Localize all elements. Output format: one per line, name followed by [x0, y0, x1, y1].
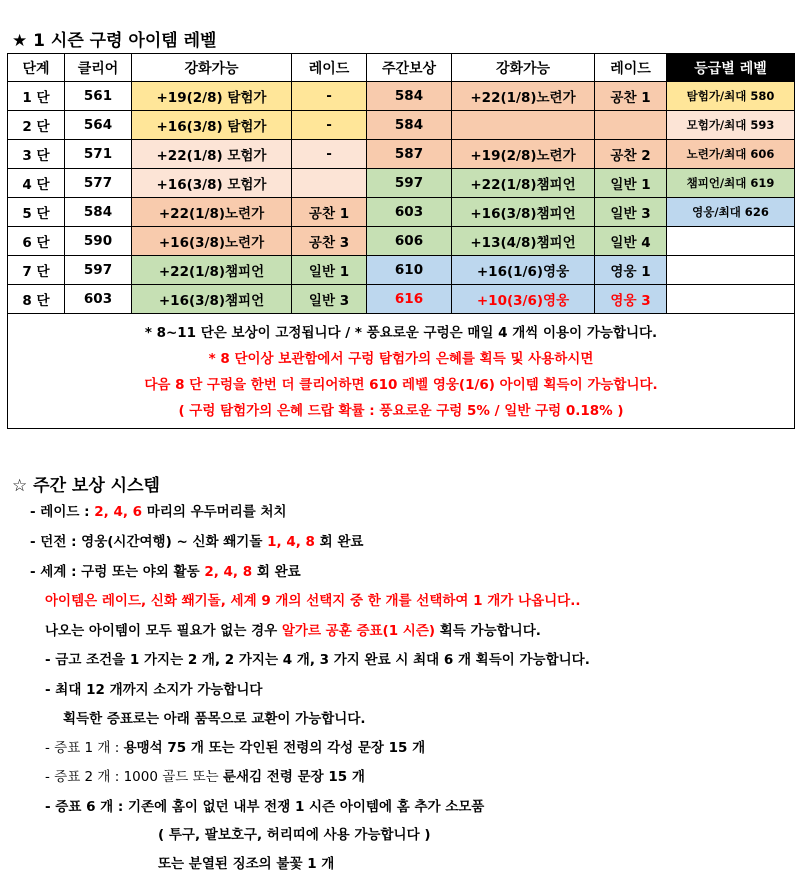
note-line: 다음 8 단 구렁을 한번 더 클리어하면 610 레벨 영웅(1/6) 아이템 획득이 가능합니다. [144, 377, 658, 393]
header-clear: 클리어 [65, 54, 132, 82]
exchange-6-note: ( 투구, 팔보호구, 허리띠에 사용 가능합니다 ) [158, 827, 431, 843]
world-desc: 회 완료 [252, 564, 301, 580]
max-hold-line: - 최대 12 개까지 소지가 가능합니다 [45, 682, 263, 698]
weekly-cell: 603 [367, 198, 452, 227]
weekly-upgrade-cell [452, 111, 595, 140]
exchange-6-alt: 또는 분열된 징조의 불꽃 1 개 [158, 856, 335, 872]
raid-cell [292, 169, 367, 198]
tier-cell [667, 256, 795, 285]
weekly-cell: 597 [367, 169, 452, 198]
weekly-cell: 584 [367, 82, 452, 111]
table-row [8, 256, 795, 285]
weekly-upgrade-cell: +22(1/8)노련가 [452, 82, 595, 111]
table-row [8, 140, 795, 169]
weekly-upgrade-cell: +19(2/8)노련가 [452, 140, 595, 169]
dungeon-desc: 회 완료 [314, 534, 364, 550]
header-weekly-upgrade: 강화가능 [452, 54, 595, 82]
raid-cell: 일반 1 [292, 256, 367, 285]
raid-desc: 마리의 우두머리를 처치 [142, 504, 287, 520]
token-suffix: 획득 가능합니다. [435, 623, 541, 639]
upgrade-cell: +22(1/8)챔피언 [132, 256, 292, 285]
weekly-upgrade-cell: +10(3/6)영웅 [452, 285, 595, 314]
token-rule-line: - 금고 조건을 1 가지는 2 개, 2 가지는 4 개, 3 가지 완료 시 최대 6 개 획득이 가능합니다. [45, 652, 590, 668]
tier-cell: 모험가/최대 593 [667, 111, 795, 140]
stage-cell: 5 단 [8, 198, 65, 227]
stage-cell: 2 단 [8, 111, 65, 140]
weekly-reward-title: ☆ 주간 보상 시스템 [12, 476, 160, 496]
weekly-cell: 584 [367, 111, 452, 140]
exchange-1-label: - 증표 1 개 : [45, 740, 124, 756]
upgrade-cell: +16(3/8)챔피언 [132, 285, 292, 314]
table-row [8, 198, 795, 227]
weekly-cell: 587 [367, 140, 452, 169]
header-raid: 레이드 [292, 54, 367, 82]
stage-cell: 1 단 [8, 82, 65, 111]
note-line: * 8~11 단은 보상이 고정됩니다 / * 풍요로운 구렁은 매일 4 개씩 이용이 가능합니다. [144, 325, 658, 341]
stage-cell: 4 단 [8, 169, 65, 198]
tier-cell: 챔피언/최대 619 [667, 169, 795, 198]
weekly-raid-cell: 공찬 1 [595, 82, 667, 111]
world-counts: 2, 4, 8 [204, 564, 253, 580]
table-row [8, 82, 795, 111]
clear-cell: 584 [65, 198, 132, 227]
token-name: 알가르 공훈 증표(1 시즌) [281, 623, 436, 639]
notes-row [8, 314, 795, 429]
raid-cell: 공찬 1 [292, 198, 367, 227]
header-stage: 단계 [8, 54, 65, 82]
weekly-raid-cell: 영웅 1 [595, 256, 667, 285]
exchange-1-items: 용맹석 75 개 또는 각인된 전령의 각성 문장 15 개 [123, 740, 426, 756]
header-weekly-raid: 레이드 [595, 54, 667, 82]
raid-cell: - [292, 82, 367, 111]
tier-cell [667, 227, 795, 256]
raid-cell: 공찬 3 [292, 227, 367, 256]
note-line: * 8 단이상 보관함에서 구렁 탐험가의 은혜를 획득 및 사용하시면 [208, 351, 594, 367]
weekly-raid-cell: 공찬 2 [595, 140, 667, 169]
table-row [8, 227, 795, 256]
weekly-raid-cell: 영웅 3 [595, 285, 667, 314]
weekly-raid-cell: 일반 1 [595, 169, 667, 198]
weekly-upgrade-cell: +13(4/8)챔피언 [452, 227, 595, 256]
table-row [8, 169, 795, 198]
tier-cell: 탐험가/최대 580 [667, 82, 795, 111]
weekly-cell: 616 [367, 285, 452, 314]
exchange-2-items: 룬새김 전령 문장 15 개 [222, 769, 365, 785]
clear-cell: 564 [65, 111, 132, 140]
weekly-upgrade-cell: +16(3/8)챔피언 [452, 198, 595, 227]
season-title: ★ 1 시즌 구령 아이템 레벨 [12, 31, 217, 51]
weekly-raid-cell [595, 111, 667, 140]
dungeon-line [30, 530, 363, 550]
header-weekly: 주간보상 [367, 54, 452, 82]
item-level-table [7, 53, 795, 429]
upgrade-cell: +16(3/8)노련가 [132, 227, 292, 256]
tier-cell: 노련가/최대 606 [667, 140, 795, 169]
dungeon-label: - 던전 : 영웅(시간여행) ~ 신화 쐐기돌 [30, 534, 268, 550]
world-line [30, 560, 301, 580]
header-upgrade: 강화가능 [132, 54, 292, 82]
exchange-2-label: - 증표 2 개 : 1000 골드 또는 [45, 769, 223, 785]
stage-cell: 6 단 [8, 227, 65, 256]
clear-cell: 571 [65, 140, 132, 169]
raid-cell: 일반 3 [292, 285, 367, 314]
table-header [8, 54, 795, 82]
clear-cell: 590 [65, 227, 132, 256]
exchange-1-line [45, 736, 425, 756]
clear-cell: 603 [65, 285, 132, 314]
tier-cell: 영웅/최대 626 [667, 198, 795, 227]
upgrade-cell: +16(3/8) 탐험가 [132, 111, 292, 140]
exchange-6-line: - 증표 6 개 : 기존에 홈이 없던 내부 전쟁 1 시즌 아이템에 홈 추가 소모품 [45, 799, 485, 815]
upgrade-cell: +16(3/8) 모험가 [132, 169, 292, 198]
notes-cell [8, 314, 795, 429]
clear-cell: 561 [65, 82, 132, 111]
exchange-line: 획득한 증표로는 아래 품목으로 교환이 가능합니다. [63, 711, 366, 727]
upgrade-cell: +22(1/8) 모험가 [132, 140, 292, 169]
token-line [45, 619, 541, 639]
weekly-upgrade-cell: +16(1/6)영웅 [452, 256, 595, 285]
table-row [8, 111, 795, 140]
exchange-2-line [45, 765, 365, 785]
note-line: ( 구렁 탐험가의 은혜 드랍 확률 : 풍요로운 구렁 5% / 일반 구렁 0.18% ) [178, 403, 624, 419]
upgrade-cell: +22(1/8)노련가 [132, 198, 292, 227]
weekly-raid-cell: 일반 3 [595, 198, 667, 227]
table-row [8, 285, 795, 314]
weekly-upgrade-cell: +22(1/8)챔피언 [452, 169, 595, 198]
stage-cell: 3 단 [8, 140, 65, 169]
weekly-cell: 610 [367, 256, 452, 285]
clear-cell: 597 [65, 256, 132, 285]
dungeon-counts: 1, 4, 8 [267, 534, 315, 550]
stage-cell: 7 단 [8, 256, 65, 285]
weekly-cell: 606 [367, 227, 452, 256]
raid-line [30, 500, 287, 520]
upgrade-cell: +19(2/8) 탐험가 [132, 82, 292, 111]
raid-cell: - [292, 111, 367, 140]
weekly-raid-cell: 일반 4 [595, 227, 667, 256]
stage-cell: 8 단 [8, 285, 65, 314]
clear-cell: 577 [65, 169, 132, 198]
raid-counts: 2, 4, 6 [94, 504, 143, 520]
tier-cell [667, 285, 795, 314]
world-label: - 세계 : 구렁 또는 야외 활동 [30, 564, 205, 580]
raid-cell: - [292, 140, 367, 169]
raid-label: - 레이드 : [30, 504, 95, 520]
token-prefix: 나오는 아이템이 모두 필요가 없는 경우 [45, 623, 282, 639]
header-tier-level: 등급별 레벨 [667, 54, 795, 82]
item-choice-line: 아이템은 레이드, 신화 쐐기돌, 세계 9 개의 선택지 중 한 개를 선택하여 1 개가 나옵니다.. [45, 593, 581, 609]
